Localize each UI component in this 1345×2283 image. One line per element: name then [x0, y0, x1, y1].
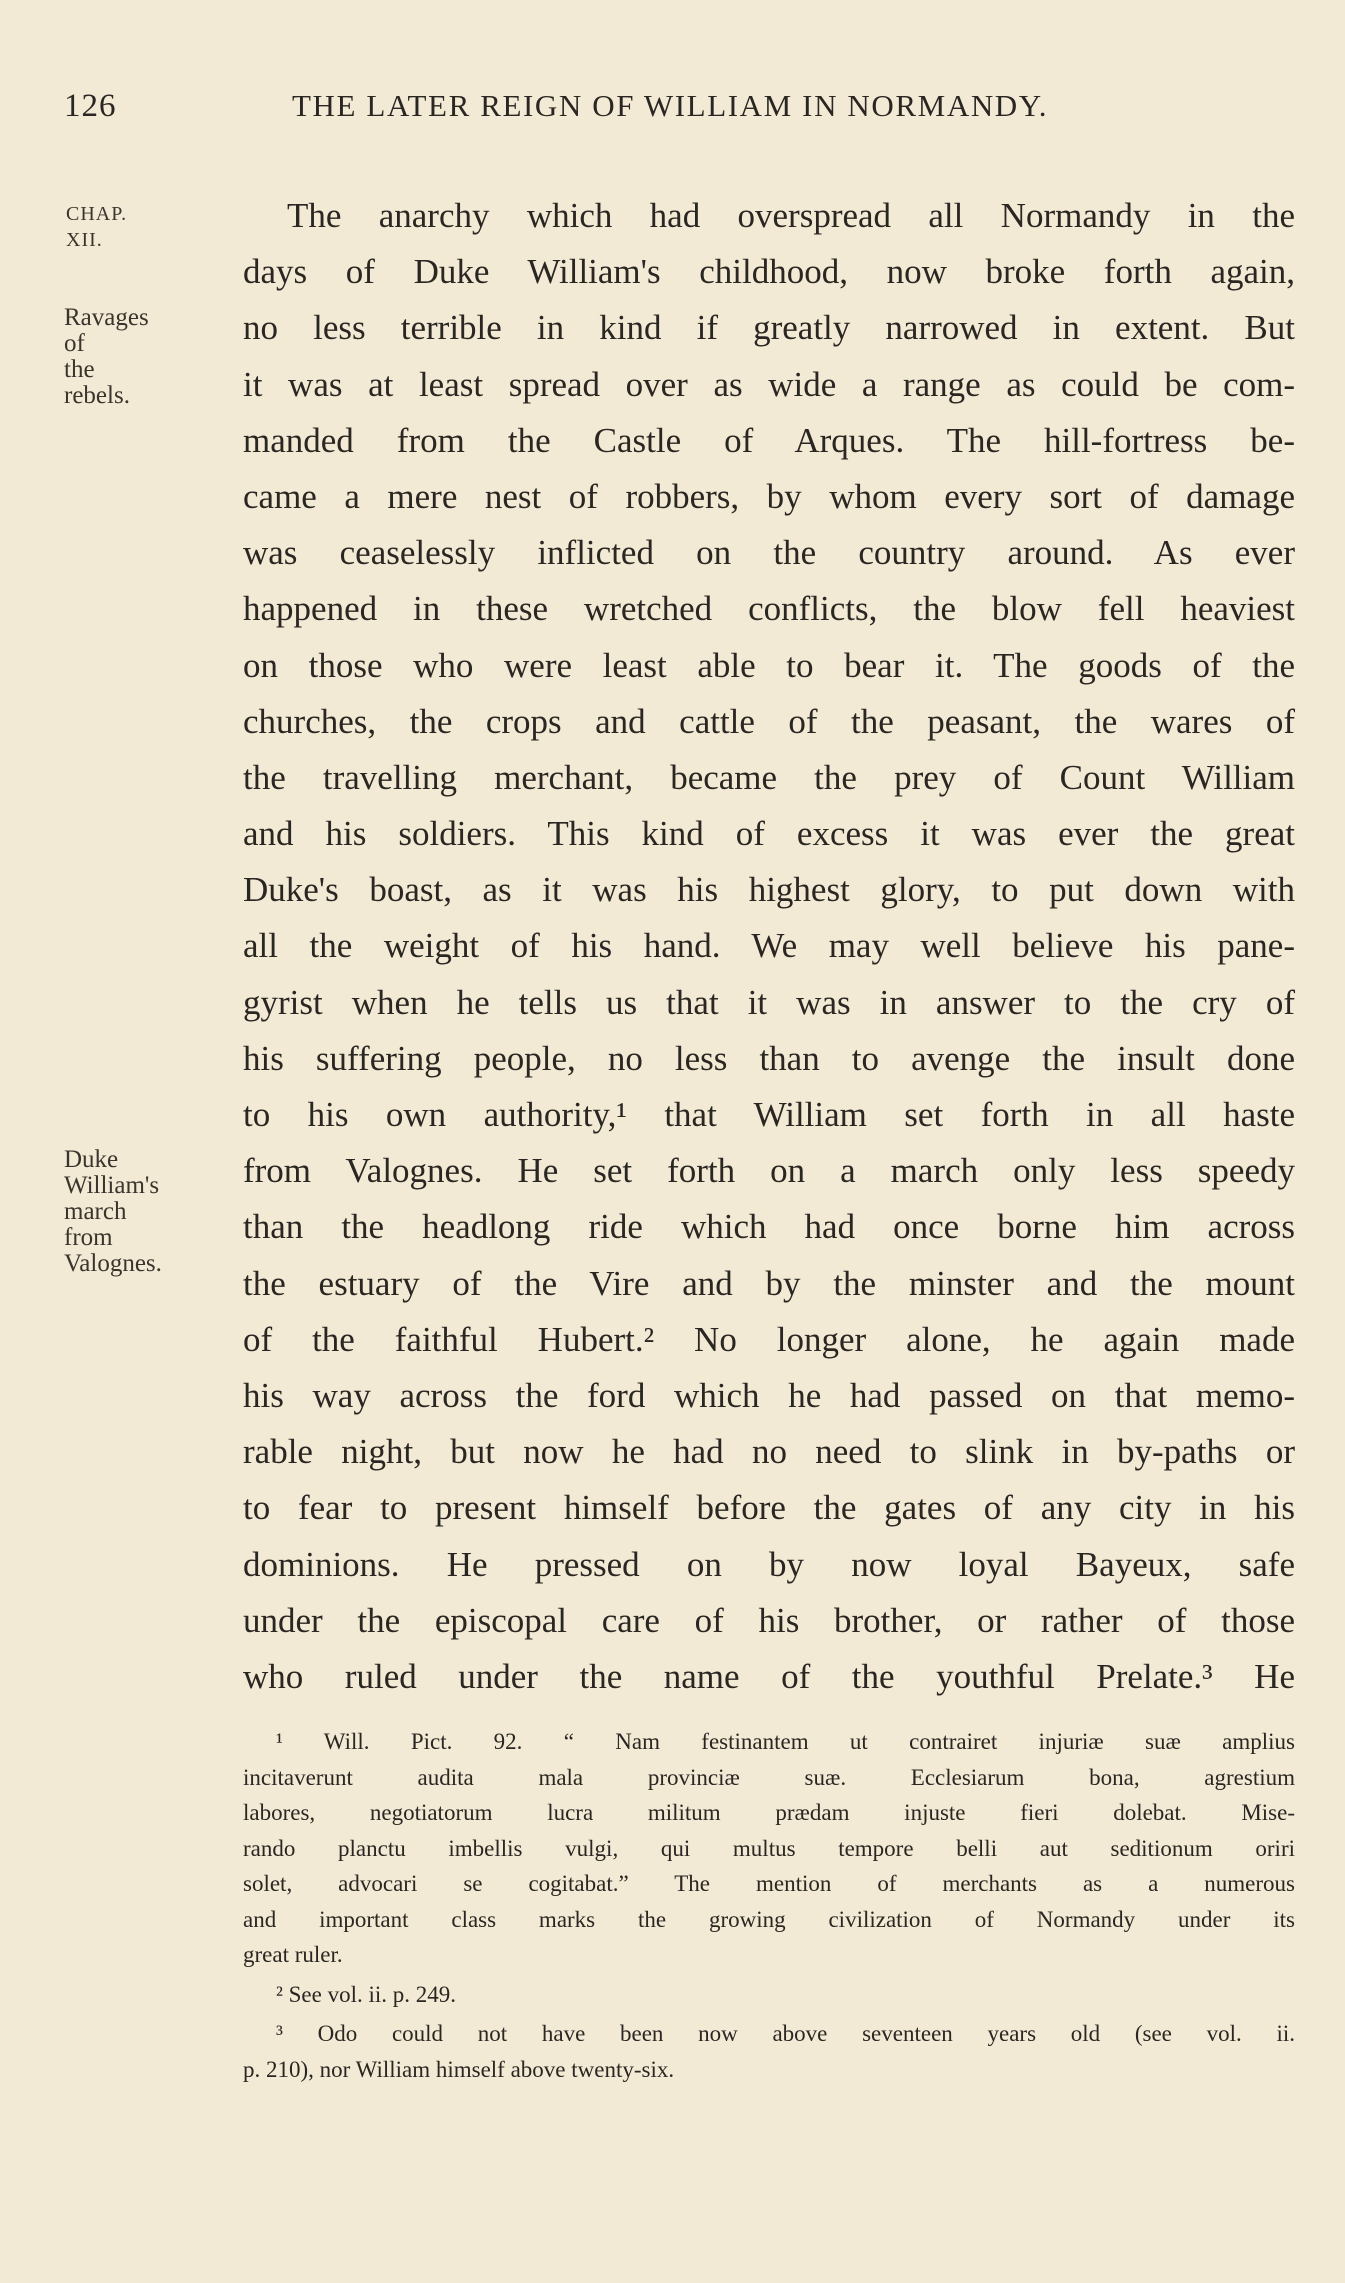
text-line: under the episcopal care of his brother, or rather of those	[243, 1600, 1295, 1640]
footnote-line: solet, advocari se cogitabat.” The mention of merchants as a numerous	[243, 1871, 1295, 1896]
text-line: of the faithful Hubert.² No longer alone, he again made	[243, 1319, 1295, 1359]
footnote-line: and important class marks the growing civilization of Normandy under its	[243, 1906, 1295, 1932]
footnote-line: ³ Odo could not have been now above seventeen years old (see vol. ii.	[276, 2021, 1295, 2046]
footnote-line: ² See vol. ii. p. 249.	[276, 1981, 457, 2007]
text-line: and his soldiers. This kind of excess it was ever the great	[243, 814, 1295, 854]
footnote-line: labores, negotiatorum lucra militum prædam injuste fieri dolebat. Mise-	[243, 1800, 1295, 1825]
sidenote-line: William's	[64, 1172, 160, 1199]
sidenote-ravages	[64, 305, 149, 409]
sidenote-line: Ravages of	[64, 304, 149, 357]
text-line: days of Duke William's childhood, now broke forth again,	[243, 252, 1295, 292]
running-head: THE LATER REIGN OF WILLIAM IN NORMANDY.	[292, 88, 1049, 123]
text-line: to his own authority,¹ that William set forth in all haste	[243, 1095, 1295, 1134]
text-line: The anarchy which had overspread all Normandy in the	[287, 196, 1295, 235]
text-line: all the weight of his hand. We may well believe his pane-	[243, 926, 1295, 966]
text-line: who ruled under the name of the youthful Prelate.³ He	[243, 1656, 1295, 1696]
footnote-line: great ruler.	[243, 1942, 343, 1967]
footnote-1	[243, 1724, 1295, 1973]
footnote-line: rando planctu imbellis vulgi, qui multus tempore belli aut seditionum oriri	[243, 1835, 1295, 1861]
footnote-3	[243, 2016, 1295, 2087]
footnote-line: incitaverunt audita mala provinciæ suæ. Ecclesiarum bona, agrestium	[243, 1764, 1295, 1790]
text-line: happened in these wretched conflicts, the blow fell heaviest	[243, 589, 1295, 629]
footnotes	[243, 1724, 1295, 2087]
text-line: the travelling merchant, became the prey of Count William	[243, 757, 1295, 797]
footnote-line: ¹ Will. Pict. 92. “ Nam festinantem ut contrairet injuriæ suæ amplius	[276, 1729, 1295, 1754]
text-line: the estuary of the Vire and by the minster and the mount	[243, 1263, 1295, 1303]
text-line: on those who were least able to bear it. The goods of the	[243, 645, 1295, 685]
chapter-label: CHAP. XII.	[66, 203, 128, 251]
sidenote-line: march from	[64, 1198, 127, 1251]
text-line: gyrist when he tells us that it was in answer to the cry of	[243, 982, 1295, 1022]
text-line: his way across the ford which he had passed on that memo-	[243, 1375, 1295, 1415]
page-number: 126	[64, 88, 117, 124]
text-line: dominions. He pressed on by now loyal Bayeux, safe	[243, 1544, 1295, 1584]
text-line: rable night, but now he had no need to slink in by-paths or	[243, 1432, 1295, 1472]
text-line: his suffering people, no less than to avenge the insult done	[243, 1038, 1295, 1078]
text-line: Duke's boast, as it was his highest glory, to put down with	[243, 870, 1295, 910]
sidenote-line: Duke	[64, 1146, 119, 1173]
text-line: from Valognes. He set forth on a march only less speedy	[243, 1151, 1295, 1191]
sidenote-line: the rebels.	[64, 356, 130, 409]
text-line: manded from the Castle of Arques. The hill-fortress be-	[243, 420, 1295, 460]
text-line: was ceaselessly inflicted on the country around. As ever	[243, 533, 1295, 573]
text-line: than the headlong ride which had once borne him across	[243, 1207, 1295, 1247]
page-header	[64, 88, 1294, 138]
text-line: no less terrible in kind if greatly narrowed in extent. But	[243, 308, 1295, 348]
text-line: it was at least spread over as wide a range as could be com-	[243, 364, 1295, 404]
sidenote-line: Valognes.	[64, 1250, 162, 1277]
text-line: came a mere nest of robbers, by whom every sort of damage	[243, 476, 1295, 516]
text-line: to fear to present himself before the gates of any city in his	[243, 1488, 1295, 1528]
body-text	[243, 188, 1295, 1705]
text-line: churches, the crops and cattle of the peasant, the wares of	[243, 701, 1295, 741]
footnote-2	[243, 1977, 1295, 2013]
footnote-line: p. 210), nor William himself above twenty-six.	[243, 2056, 675, 2082]
sidenote-march	[64, 1147, 162, 1277]
